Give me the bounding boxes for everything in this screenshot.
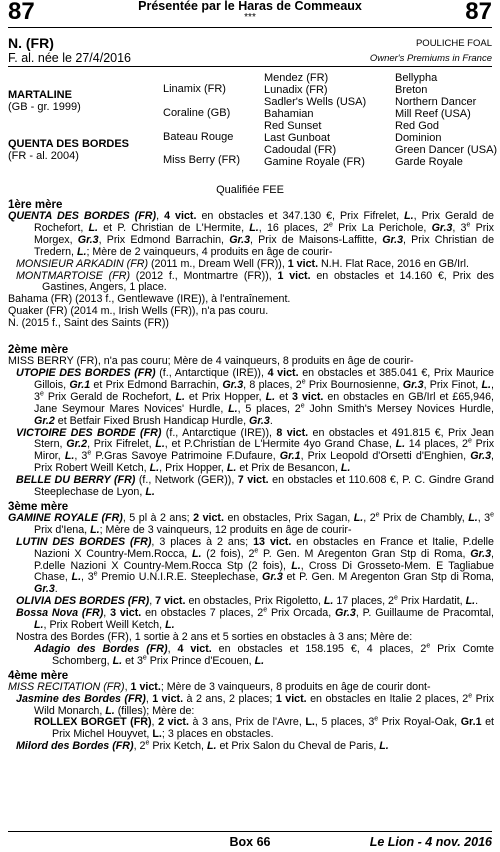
dam-entry: GAMINE ROYALE (FR), 5 pl à 2 ans; 2 vict. en obstacles, Prix Sagan, L., 2e Prix de Chambly, L., 3e Prix d'Iena, L.; Mère de 3 vainqueurs, 12 produits en âge de courir-: [8, 511, 495, 536]
section-2nd-dam: 2ème mère: [8, 344, 69, 357]
produce-entry: Bahama (FR) (2013 f., Gentlewave (IRE)), à l'entraînement.: [8, 293, 291, 306]
gen3-item: Cadoudal (FR): [264, 144, 337, 156]
gen3-item: Mendez (FR): [264, 72, 329, 84]
sex-label: POULICHE FOAL: [415, 38, 492, 49]
section-3rd-dam: 3ème mère: [8, 500, 69, 513]
produce-entry: ROLLEX BORGET (FR), 2 vict. à 3 ans, Prix de l'Avre, L., 5 places, 3e Prix Royal-Oak, Gr.1 et Prix Michel Houyvet, L.; 3 places en obstacles.: [34, 715, 494, 741]
produce-entry: Quaker (FR) (2014 m., Irish Wells (FR)), n'a pas couru.: [8, 305, 269, 318]
gen2-item: Linamix (FR): [163, 83, 226, 95]
produce-entry: LUTIN DES BORDES (FR), 3 places à 2 ans; 13 vict. en obstacles en France et Italie, P.delle Nazioni X Country-Mem.Rocca, L. (2 fois), 2e P. Gen. M Aregenton Gran Stp di Roma, Gr.3, P.delle Nazioni X Country-Mem.Rocca Stp (2 fois), L., Cross Di Grosseto-Mem. E Tagliabue Chase, L., 3e Premio U.N.I.R.E. Steeplechase, Gr.3 et P. Gen. M Aregenton Gran Stp di Roma, Gr.3.: [16, 535, 495, 596]
produce-entry: MONSIEUR ARKADIN (FR) (2011 m., Dream Well (FR)), 1 vict. N.H. Flat Race, 2016 en GB/Irl.: [16, 257, 469, 270]
dam-entry: MISS BERRY (FR), n'a pas couru; Mère de 4 vainqueurs, 8 produits en âge de courir-: [8, 355, 414, 368]
lot-number-right: 87: [465, 0, 492, 25]
produce-entry: UTOPIE DES BORDES (FR) (f., Antarctique (IRE)), 4 vict. en obstacles et 385.041 €, Prix Maurice Gillois, Gr.1 et Prix Edmond Barrachin, Gr.3, 8 places, 2e Prix Bournosienne, Gr.3, Prix Finot, L., 3e Prix Gerald de Rochefort, L. et Prix Hopper, L. et 3 vict. en obstacles en GB/Irl et £65,946, Jane Seymour Mares Novices' Hurdle, L., 5 places, 2e John Smith's Mersey Novices Hurdle, Gr.2 et Betfair Fixed Brush Handicap Hurdle, Gr.3.: [16, 366, 494, 427]
produce-entry: Milord des Bordes (FR), 2e Prix Ketch, L. et Prix Salon du Cheval de Paris, L.: [16, 739, 389, 753]
pedigree-table: [8, 72, 498, 177]
produce-entry: MONTMARTOISE (FR) (2012 f., Montmartre (FR)), 1 vict. en obstacles et 14.160 €, Prix des Gastines, Angers, 1 place.: [16, 269, 494, 294]
lot-number-left: 87: [8, 0, 35, 25]
family-text: [8, 197, 494, 753]
gen3-item: Gamine Royale (FR): [264, 156, 365, 168]
produce-entry: Adagio des Bordes (FR), 4 vict. en obstacles et 158.195 €, 4 places, 2e Prix Comte Schomberg, L. et 3e Prix Prince d'Ecouen, L.: [34, 642, 494, 667]
footer-rule: [8, 831, 492, 832]
gen3-item: Sadler's Wells (USA): [264, 96, 367, 108]
sire-name: MARTALINE: [8, 89, 72, 101]
owner-premium: Owner's Premiums in France: [369, 53, 492, 64]
produce-entry: BELLE DU BERRY (FR) (f., Network (GER)), 7 vict. en obstacles et 110.608 €, P. C. Gindre Grand Steeplechase de Lyon, L.: [16, 474, 494, 499]
horse-name: N. (FR): [8, 35, 54, 51]
gen3-item: Lunadix (FR): [264, 84, 328, 96]
produce-entry: Nostra des Bordes (FR), 1 sortie à 2 ans et 5 sorties en obstacles à 3 ans; Mère de:: [16, 631, 413, 643]
birth-date: F. al. née le 27/4/2016: [8, 51, 132, 65]
produce-entry: VICTOIRE DES BORDE (FR) (f., Antarctique (IRE)), 8 vict. en obstacles et 491.815 €, Prix Jean Stern, Gr.2, Prix Fifrelet, L., et P.Christian de L'Hermite 4yo Grand Chase, L. 14 places, 2e Prix Miror, L., 3e P.Gras Savoye Patrimoine F.Dufaure, Gr.1, Prix Leopold d'Orsetti d'Enghien, Gr.3, Prix Robert Weill Ketch, L., Prix Hopper, L. et Prix de Besancon, L.: [16, 426, 495, 475]
produce-entry: Jasmine des Bordes (FR), 1 vict. à 2 ans, 2 places; 1 vict. en obstacles en Italie 2 places, 2e Prix Wild Monarch, L. (filles); Mère de:: [16, 692, 495, 717]
gen4-item: Dominion: [395, 132, 442, 144]
gen3-item: Bahamian: [264, 108, 314, 120]
consignor-title: Présentée par le Haras de Commeaux: [138, 0, 362, 13]
produce-entry: OLIVIA DES BORDES (FR), 7 vict. en obstacles, Prix Rigoletto, L. 17 places, 2e Prix Hardatit, L..: [16, 594, 479, 608]
gen3-item: Red Sunset: [264, 120, 322, 132]
qualification-label: Qualifiée FEE: [216, 184, 284, 196]
produce-entry: Bossa Nova (FR), 3 vict. en obstacles 7 places, 2e Prix Orcada, Gr.3, P. Guillaume de Pracomtal, L., Prix Robert Weill Ketch, L.: [16, 606, 494, 632]
dam-name: QUENTA DES BORDES: [8, 138, 130, 150]
section-4th-dam: 4ème mère: [8, 669, 69, 682]
gen4-item: Garde Royale: [395, 156, 463, 168]
header-rule: [8, 27, 492, 28]
gen4-item: Breton: [395, 84, 428, 96]
dam-entry: QUENTA DES BORDES (FR), 4 vict. en obstacles et 347.130 €, Prix Fifrelet, L., Prix Gerald de Rochefort, L. et P. Christian de L'Hermite, L., 16 places, 2e Prix La Perichole, Gr.3, 3e Prix Morgex, Gr.3, Prix Edmond Barrachin, Gr.3, Prix de Maisons-Laffitte, Gr.3, Prix Christian de Tredern, L.; Mère de 2 vainqueurs, 4 produits en âge de courir-: [8, 210, 495, 258]
gen4-item: Northern Dancer: [395, 96, 477, 108]
box-number: Box 66: [229, 835, 271, 849]
section-1st-dam: 1ère mère: [8, 199, 63, 211]
sale-info: Le Lion - 4 nov. 2016: [369, 835, 492, 849]
dam-info: (FR - al. 2004): [8, 150, 79, 162]
produce-entry: N. (2015 f., Saint des Saints (FR)): [8, 317, 169, 330]
gen2-item: Coraline (GB): [163, 107, 231, 119]
dam-entry: MISS RECITATION (FR), 1 vict.; Mère de 3 vainqueurs, 8 produits en âge de courir dont-: [8, 680, 431, 693]
gen3-item: Last Gunboat: [264, 132, 331, 144]
gen4-item: Red God: [395, 120, 440, 132]
gen4-item: Bellypha: [395, 72, 438, 84]
gen2-item: Bateau Rouge: [163, 131, 234, 143]
gen4-item: Mill Reef (USA): [395, 108, 471, 120]
star-rating: ***: [244, 12, 256, 23]
gen4-item: Green Dancer (USA): [395, 144, 498, 156]
sire-info: (GB - gr. 1999): [8, 101, 81, 113]
identity-rule: [8, 66, 492, 67]
gen2-item: Miss Berry (FR): [163, 154, 240, 166]
pedigree-gen2: [163, 72, 258, 177]
